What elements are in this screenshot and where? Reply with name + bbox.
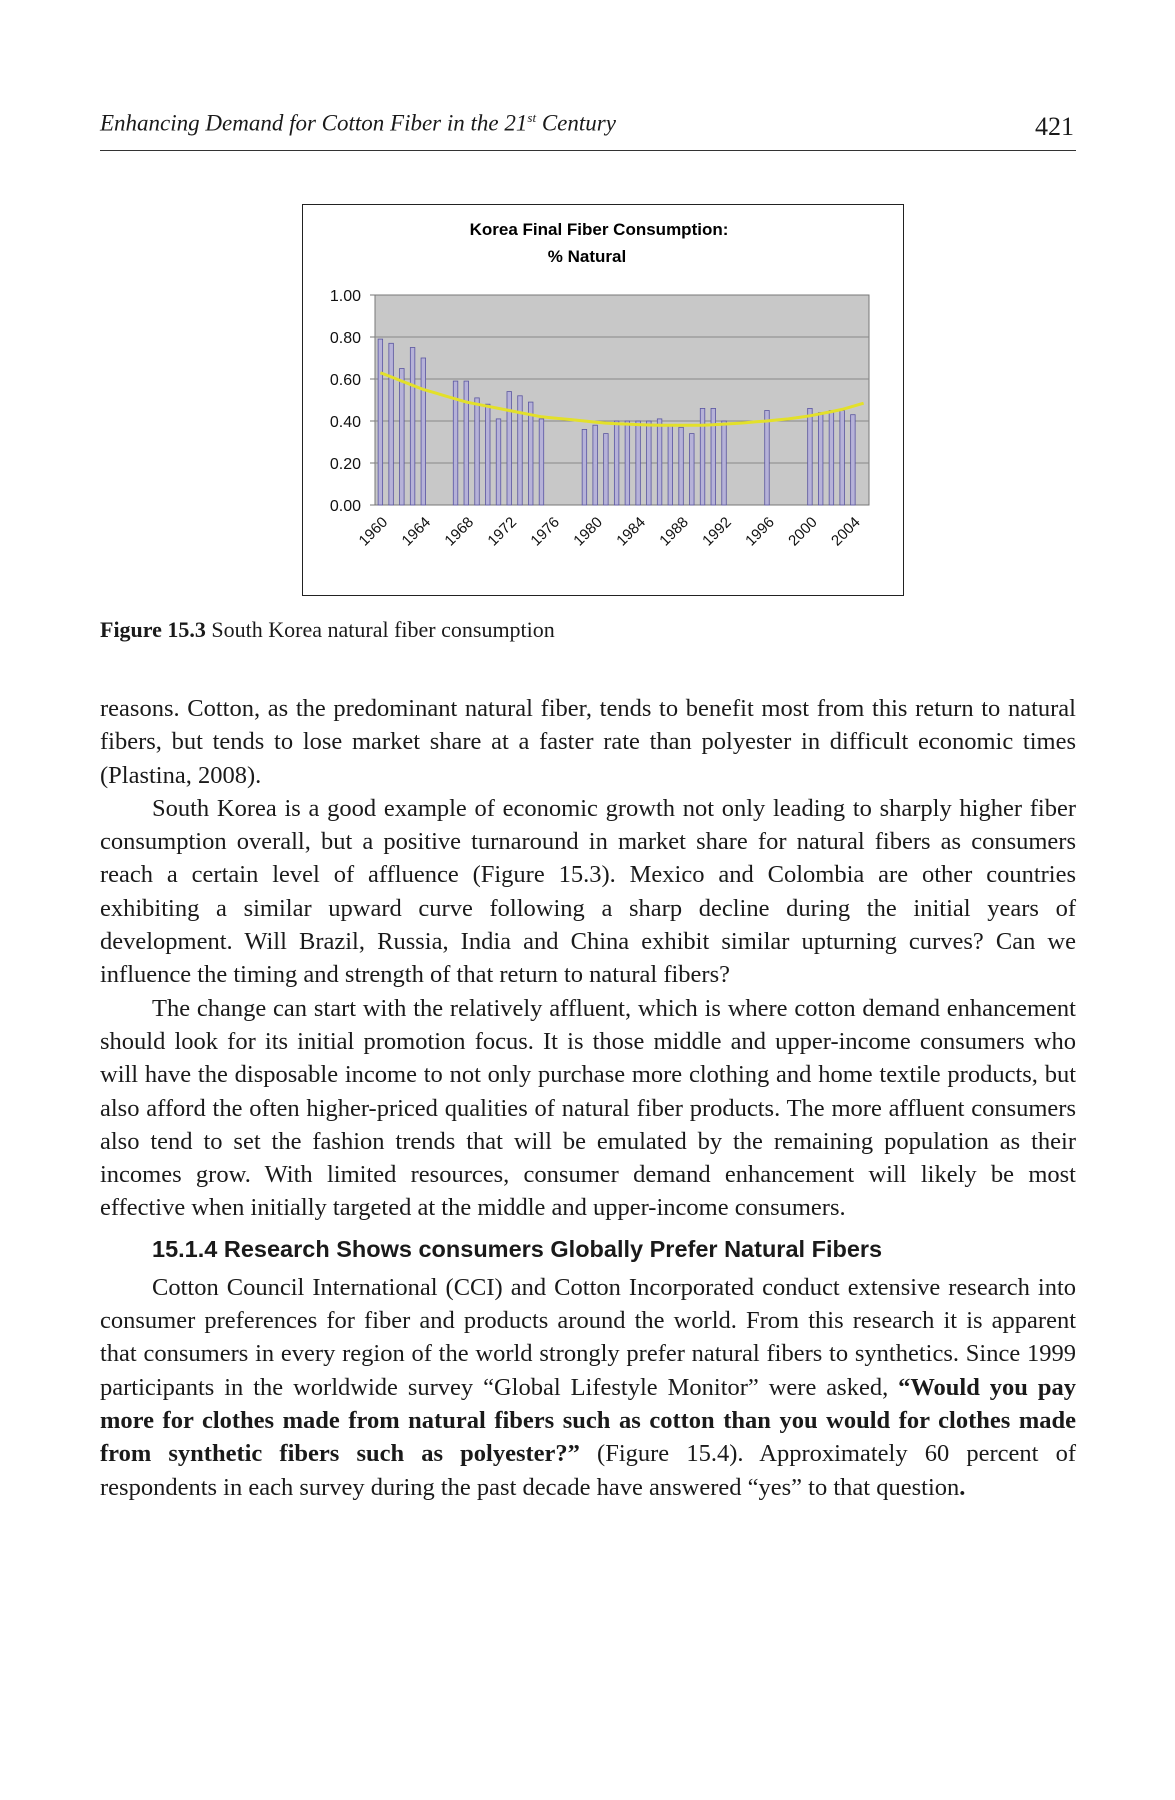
chart-subtitle: % Natural xyxy=(547,247,627,266)
paragraph-4-period: . xyxy=(959,1473,966,1501)
x-tick-label: 1960 xyxy=(355,513,392,550)
x-tick-label: 1972 xyxy=(484,513,521,550)
bar xyxy=(808,408,813,505)
bar xyxy=(593,425,598,505)
x-tick-label: 2000 xyxy=(785,513,821,550)
bar xyxy=(668,425,673,505)
page-number: 421 xyxy=(1035,112,1074,141)
paragraph-1: reasons. Cotton, as the predominant natural fiber, tends to benefit most from this return to natural fibers, but tends to lose market share at a faster rate than polyester in difficult economic times (Plastina, 2008). xyxy=(100,695,1076,789)
x-tick-label: 1980 xyxy=(570,513,606,550)
running-title-suffix: Century xyxy=(536,110,616,136)
paragraph-4-continuation: (Figure 15.4). Approximately 60 percent of respondents in each survey during the past decade have answered “yes” to that question xyxy=(100,1440,1076,1501)
bar xyxy=(851,415,856,505)
bar xyxy=(507,392,512,505)
x-tick-label: 1964 xyxy=(398,513,435,550)
bar xyxy=(647,421,652,505)
bar xyxy=(582,429,587,505)
y-tick-label: 0.00 xyxy=(329,498,361,515)
bar xyxy=(475,398,480,505)
plot-background xyxy=(375,295,869,505)
bar xyxy=(625,421,630,505)
bar xyxy=(690,434,695,505)
bar xyxy=(464,381,469,505)
bar xyxy=(657,419,662,505)
bar xyxy=(389,343,394,505)
running-title xyxy=(100,110,616,137)
x-tick-label: 1976 xyxy=(527,513,564,550)
x-tick-label: 1996 xyxy=(742,513,778,550)
chart-frame xyxy=(302,204,904,596)
running-head xyxy=(100,110,1076,151)
bar xyxy=(604,434,609,505)
paragraph-2: South Korea is a good example of economic growth not only leading to sharply higher fiber consumption overall, but a positive turnaround in market share for natural fibers as consumers reach a certain level of affluence (Figure 15.3). Mexico and Colombia are other countries exhibiting a similar upward curve following a sharp decline during the initial years of development. Will Brazil, Russia, India and China exhibit similar upturning curves? Can we influence the timing and strength of that return to natural fibers? xyxy=(100,794,1076,989)
paragraph-4 xyxy=(100,1271,1076,1504)
x-tick-label: 1992 xyxy=(699,513,735,550)
x-tick-label: 1988 xyxy=(656,513,692,550)
paragraph-4-text: Cotton Council International (CCI) and Cotton Incorporated conduct extensive research into consumer preferences for fiber and products around the world. From this research it is apparent that consumers in every region of the world strongly prefer natural fibers to synthetics. Since 1999 participants in the worldwide survey “Global Lifestyle Monitor” were asked, xyxy=(100,1273,1076,1401)
bar xyxy=(722,421,727,505)
chart-title: Korea Final Fiber Consumption: xyxy=(469,220,729,239)
bar xyxy=(528,402,533,505)
y-tick-label: 0.60 xyxy=(329,372,361,389)
figure-caption xyxy=(100,617,555,643)
bar xyxy=(765,411,770,506)
bar xyxy=(818,413,823,505)
bar xyxy=(711,408,716,505)
bar xyxy=(539,419,544,505)
bar xyxy=(614,421,619,505)
bar xyxy=(486,404,491,505)
bar xyxy=(636,421,641,505)
bar xyxy=(700,408,705,505)
section-heading: 15.1.4 Research Shows consumers Globally Prefer Natural Fibers xyxy=(152,1235,883,1262)
y-tick-label: 0.20 xyxy=(329,456,361,473)
bar xyxy=(400,369,405,506)
running-title-superscript: st xyxy=(527,110,537,125)
fiber-consumption-chart xyxy=(303,205,903,595)
bar xyxy=(378,339,383,505)
y-tick-label: 0.80 xyxy=(329,330,361,347)
running-title-text: Enhancing Demand for Cotton Fiber in the 21 xyxy=(100,110,528,136)
y-tick-label: 0.40 xyxy=(329,414,361,431)
caption-text: South Korea natural fiber consumption xyxy=(205,617,555,642)
bar xyxy=(679,427,684,505)
y-tick-label: 1.00 xyxy=(329,288,361,305)
bar xyxy=(421,358,426,505)
body-text xyxy=(100,692,1076,1504)
survey-question: “Would you pay more for clothes made from natural fibers such as cotton than you would for clothes made from synthetic fibers such as polyester?” xyxy=(100,1373,1076,1468)
caption-label: Figure 15.3 xyxy=(100,617,206,642)
bar xyxy=(829,411,834,506)
bar xyxy=(840,411,845,506)
plot-area xyxy=(330,288,869,549)
x-tick-label: 2004 xyxy=(828,513,864,550)
x-tick-label: 1984 xyxy=(613,513,649,550)
paragraph-3: The change can start with the relatively affluent, which is where cotton demand enhancement should look for its initial promotion focus. It is those middle and upper-income consumers who will have the disposable income to not only purchase more clothing and home textile products, but also afford the often higher-priced qualities of natural fiber products. The more affluent consumers also tend to set the fashion trends that will be emulated by the remaining population as their incomes grow. With limited resources, consumer demand enhancement will likely be most effective when initially targeted at the middle and upper-income consumers. xyxy=(100,994,1076,1222)
bar xyxy=(410,348,415,506)
x-tick-label: 1968 xyxy=(441,513,478,550)
bar xyxy=(496,419,501,505)
